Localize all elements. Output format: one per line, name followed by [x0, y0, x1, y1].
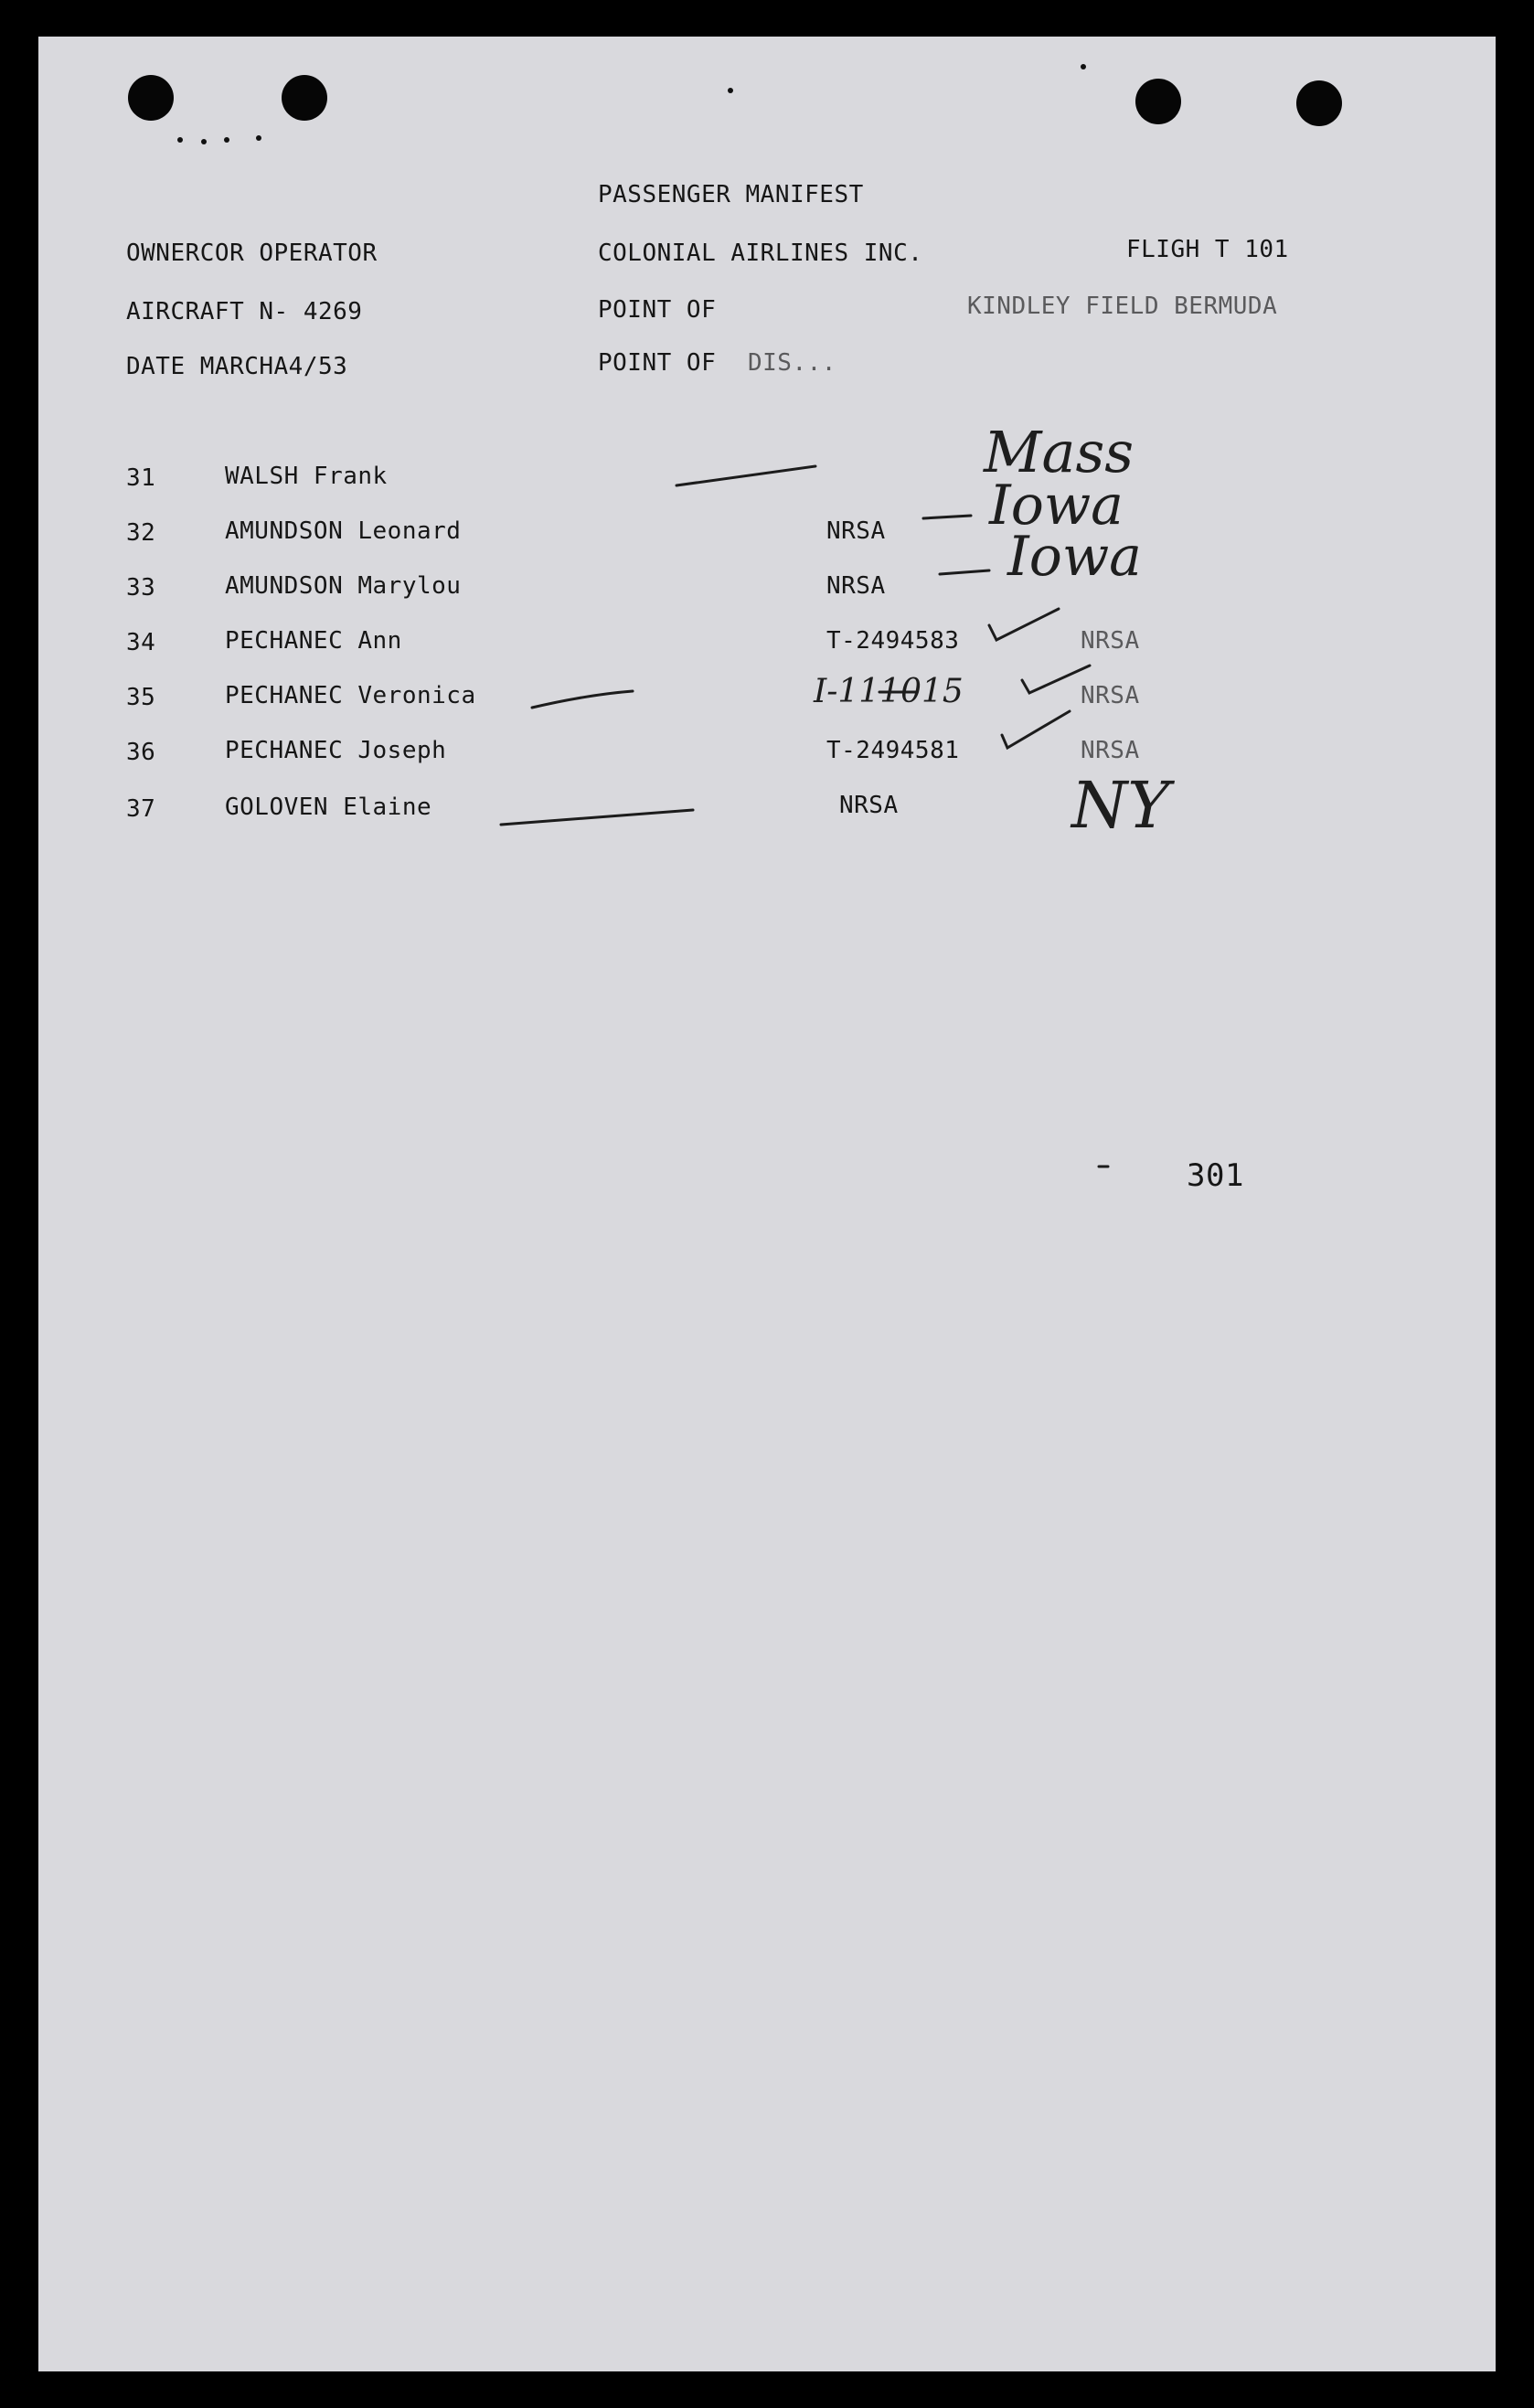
- dash-mark: [923, 516, 971, 518]
- passenger-document: NRSA: [826, 572, 886, 600]
- handwritten-note: Iowa: [1007, 525, 1142, 589]
- handwritten-note: NY: [1071, 768, 1170, 843]
- passenger-document: NRSA: [839, 792, 899, 819]
- row-number: 35: [126, 684, 156, 711]
- passenger-name: PECHANEC Joseph: [225, 737, 447, 764]
- handwritten-note: Mass: [984, 419, 1135, 485]
- manifest-page: [38, 37, 1496, 2371]
- aircraft-number: AIRCRAFT N- 4269: [126, 298, 363, 325]
- dash-mark: [940, 570, 989, 574]
- manifest-title: PASSENGER MANIFEST: [598, 181, 864, 208]
- row-number: 32: [126, 519, 156, 547]
- row-number: 34: [126, 629, 156, 656]
- passenger-name: WALSH Frank: [225, 463, 388, 490]
- disembarkation-label: POINT OF: [598, 349, 717, 377]
- flight-number: FLIGH T 101: [1126, 236, 1289, 263]
- manifest-date: DATE MARCHA4/53: [126, 353, 348, 380]
- passenger-name: AMUNDSON Leonard: [225, 517, 462, 545]
- check-mark-icon: [1022, 666, 1090, 693]
- row-number: 33: [126, 574, 156, 602]
- passenger-status: NRSA: [1081, 737, 1140, 764]
- embarkation-value: KINDLEY FIELD BERMUDA: [967, 293, 1278, 320]
- disembarkation-value: DIS...: [748, 349, 836, 377]
- pen-strokes: [38, 37, 1496, 2371]
- passenger-document: NRSA: [826, 517, 886, 545]
- passenger-document: T-2494581: [826, 737, 960, 764]
- dash-mark: [532, 691, 633, 708]
- page-number: 301: [1187, 1157, 1244, 1194]
- passenger-status: NRSA: [1081, 682, 1140, 709]
- check-mark-icon: [1002, 711, 1070, 748]
- dash-mark: [501, 810, 693, 825]
- passenger-name: AMUNDSON Marylou: [225, 572, 462, 600]
- owner-label: OWNERCOR OPERATOR: [126, 240, 378, 267]
- check-mark-icon: [989, 609, 1059, 640]
- row-number: 31: [126, 464, 156, 492]
- passenger-name: PECHANEC Veronica: [225, 682, 476, 709]
- passenger-status: NRSA: [1081, 627, 1140, 655]
- operator-name: COLONIAL AIRLINES INC.: [598, 240, 923, 267]
- passenger-name: GOLOVEN Elaine: [225, 794, 432, 821]
- passenger-name: PECHANEC Ann: [225, 627, 402, 655]
- row-number: 36: [126, 739, 156, 766]
- row-number: 37: [126, 795, 156, 823]
- passenger-document: I-111015: [814, 673, 964, 710]
- handwritten-note: Iowa: [989, 474, 1124, 538]
- passenger-document: T-2494583: [826, 627, 960, 655]
- dash-mark: [676, 466, 815, 485]
- embarkation-label: POINT OF: [598, 296, 717, 324]
